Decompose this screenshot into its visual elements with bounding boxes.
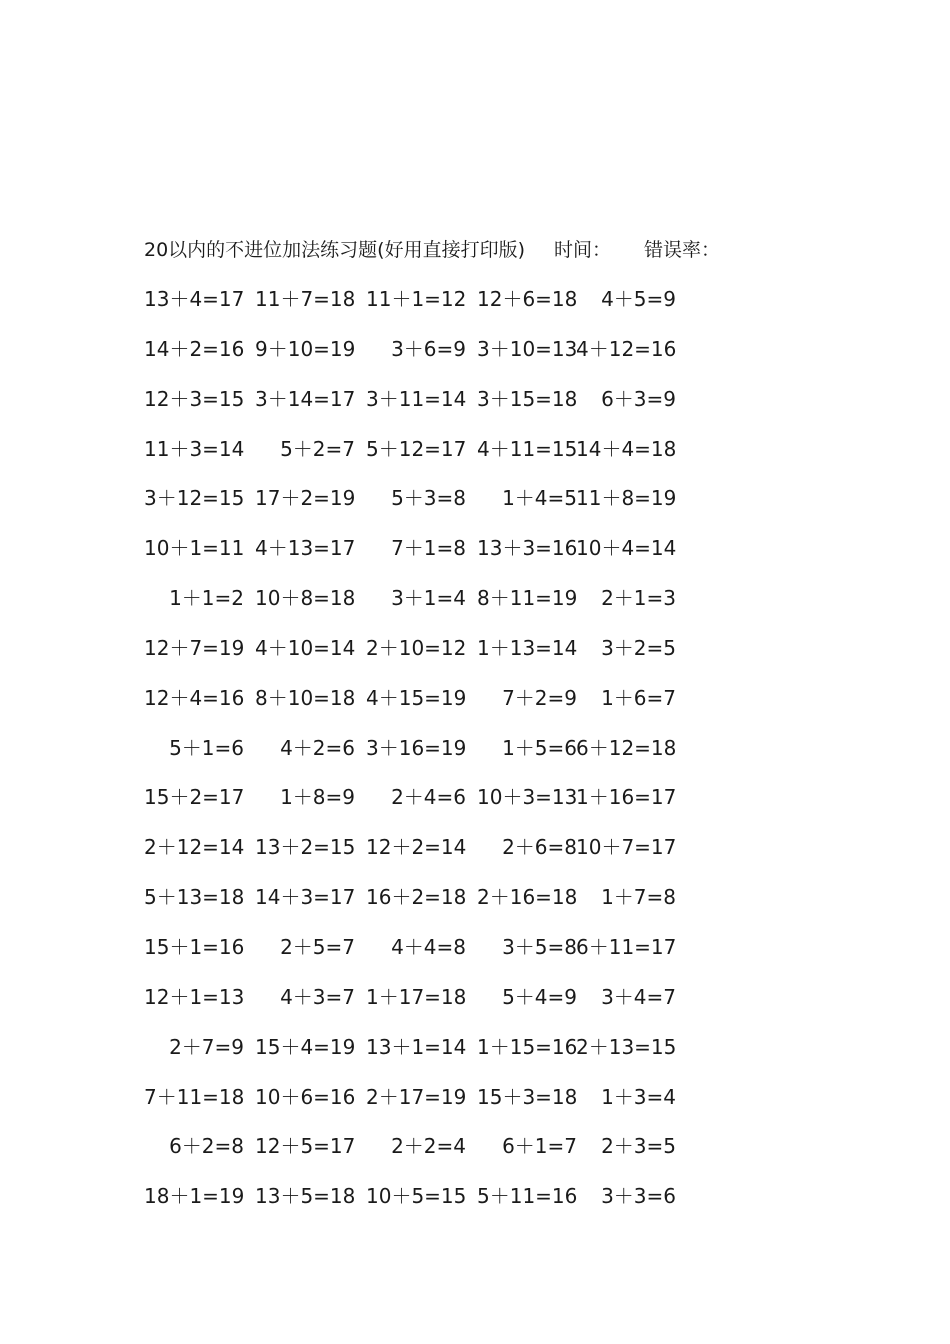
problem-item: 12＋6=18 bbox=[477, 287, 578, 311]
problem-item: 10＋7=17 bbox=[576, 835, 677, 860]
problem-item: 8＋10=18 bbox=[255, 685, 356, 710]
problem-item: 2＋1=3 bbox=[601, 586, 676, 611]
problem-item: 4＋10=14 bbox=[255, 635, 356, 660]
problem-item: 1＋4=5 bbox=[502, 486, 577, 511]
problem-item: 2＋12=14 bbox=[144, 835, 245, 860]
problem-row bbox=[144, 284, 688, 334]
problem-item: 10＋6=16 bbox=[255, 1084, 356, 1109]
problem-item: 4＋11=15 bbox=[477, 436, 578, 461]
problem-item: 6＋11=17 bbox=[576, 934, 677, 959]
problem-item: 2＋17=19 bbox=[366, 1084, 467, 1109]
problem-item: 1＋3=4 bbox=[601, 1084, 676, 1109]
problem-item: 14＋4=18 bbox=[576, 436, 677, 461]
problem-item: 3＋6=9 bbox=[391, 336, 466, 361]
problem-item: 14＋2=16 bbox=[144, 336, 245, 361]
time-label: 时间： bbox=[554, 239, 612, 261]
problem-item: 2＋6=8 bbox=[502, 835, 577, 860]
problem-grid bbox=[144, 284, 688, 1231]
problem-item: 18＋1=19 bbox=[144, 1184, 245, 1209]
problem-row bbox=[144, 932, 688, 982]
problem-row bbox=[144, 1082, 688, 1132]
problem-item: 11＋1=12 bbox=[366, 287, 467, 311]
problem-item: 10＋5=15 bbox=[366, 1184, 467, 1209]
problem-row bbox=[144, 434, 688, 484]
problem-row bbox=[144, 633, 688, 683]
problem-item: 7＋1=8 bbox=[391, 536, 466, 561]
problem-item: 6＋1=7 bbox=[502, 1134, 577, 1159]
problem-row bbox=[148, 733, 688, 783]
problem-item: 1＋8=9 bbox=[280, 785, 355, 810]
problem-item: 2＋4=6 bbox=[391, 785, 466, 810]
worksheet-title: 20以内的不进位加法练习题(好用直接打印版) bbox=[144, 239, 526, 261]
problem-item: 12＋3=15 bbox=[144, 386, 245, 411]
problem-item: 13＋4=17 bbox=[144, 287, 245, 311]
problem-item: 5＋13=18 bbox=[144, 885, 245, 910]
problem-item: 4＋12=16 bbox=[576, 336, 677, 361]
problem-row bbox=[144, 1181, 688, 1231]
problem-item: 11＋3=14 bbox=[144, 436, 245, 461]
problem-row bbox=[148, 1032, 688, 1082]
problem-item: 1＋7=8 bbox=[601, 885, 676, 910]
problem-item: 6＋3=9 bbox=[601, 386, 676, 411]
problem-item: 12＋1=13 bbox=[144, 984, 245, 1009]
problem-item: 4＋5=9 bbox=[601, 287, 676, 311]
problem-item: 13＋2=15 bbox=[255, 835, 356, 860]
problem-item: 5＋12=17 bbox=[366, 436, 467, 461]
problem-row bbox=[144, 533, 688, 583]
problem-item: 6＋12=18 bbox=[576, 735, 677, 760]
problem-item: 12＋2=14 bbox=[366, 835, 467, 860]
problem-row bbox=[144, 683, 688, 733]
problem-item: 4＋15=19 bbox=[366, 685, 467, 710]
problem-row bbox=[144, 882, 688, 932]
problem-item: 1＋5=6 bbox=[502, 735, 577, 760]
problem-item: 1＋6=7 bbox=[601, 685, 676, 710]
problem-item: 2＋3=5 bbox=[601, 1134, 676, 1159]
problem-item: 7＋11=18 bbox=[144, 1084, 245, 1109]
problem-item: 3＋5=8 bbox=[502, 934, 577, 959]
problem-item: 3＋15=18 bbox=[477, 386, 578, 411]
problem-item: 2＋16=18 bbox=[477, 885, 578, 910]
problem-item: 4＋2=6 bbox=[280, 735, 355, 760]
problem-item: 3＋10=13 bbox=[477, 336, 578, 361]
problem-item: 13＋5=18 bbox=[255, 1184, 356, 1209]
problem-item: 9＋10=19 bbox=[255, 336, 356, 361]
problem-item: 3＋1=4 bbox=[391, 586, 466, 611]
problem-item: 15＋2=17 bbox=[144, 785, 245, 810]
problem-item: 15＋4=19 bbox=[255, 1034, 356, 1059]
problem-item: 12＋4=16 bbox=[144, 685, 245, 710]
problem-item: 10＋8=18 bbox=[255, 586, 356, 611]
problem-item: 12＋7=19 bbox=[144, 635, 245, 660]
problem-item: 6＋2=8 bbox=[169, 1134, 244, 1159]
problem-item: 14＋3=17 bbox=[255, 885, 356, 910]
problem-item: 12＋5=17 bbox=[255, 1134, 356, 1159]
problem-item: 11＋8=19 bbox=[576, 486, 677, 511]
problem-item: 4＋3=7 bbox=[280, 984, 355, 1009]
problem-row bbox=[144, 782, 688, 832]
problem-item: 2＋2=4 bbox=[391, 1134, 466, 1159]
problem-item: 10＋1=11 bbox=[144, 536, 245, 561]
error-rate-label: 错误率： bbox=[644, 239, 721, 261]
problem-item: 4＋4=8 bbox=[391, 934, 466, 959]
problem-item: 15＋1=16 bbox=[144, 934, 245, 959]
problem-item: 2＋5=7 bbox=[280, 934, 355, 959]
problem-item: 1＋13=14 bbox=[477, 635, 578, 660]
problem-row bbox=[144, 483, 688, 533]
problem-item: 1＋1=2 bbox=[169, 586, 244, 611]
problem-item: 10＋4=14 bbox=[576, 536, 677, 561]
problem-item: 2＋10=12 bbox=[366, 635, 467, 660]
problem-row bbox=[144, 832, 688, 882]
problem-item: 11＋7=18 bbox=[255, 287, 356, 311]
problem-item: 3＋2=5 bbox=[601, 635, 676, 660]
problem-item: 3＋11=14 bbox=[366, 386, 467, 411]
problem-item: 10＋3=13 bbox=[477, 785, 578, 810]
problem-item: 1＋16=17 bbox=[576, 785, 677, 810]
problem-item: 8＋11=19 bbox=[477, 586, 578, 611]
problem-item: 3＋16=19 bbox=[366, 735, 467, 760]
problem-item: 2＋13=15 bbox=[576, 1034, 677, 1059]
problem-row bbox=[148, 1131, 688, 1181]
problem-item: 13＋3=16 bbox=[477, 536, 578, 561]
problem-item: 5＋11=16 bbox=[477, 1184, 578, 1209]
problem-item: 15＋3=18 bbox=[477, 1084, 578, 1109]
problem-item: 1＋15=16 bbox=[477, 1034, 578, 1059]
problem-row bbox=[144, 982, 688, 1032]
problem-item: 3＋12=15 bbox=[144, 486, 245, 511]
problem-item: 2＋7=9 bbox=[169, 1034, 244, 1059]
problem-item: 17＋2=19 bbox=[255, 486, 356, 511]
problem-row bbox=[144, 334, 688, 384]
problem-item: 5＋1=6 bbox=[169, 735, 244, 760]
problem-item: 7＋2=9 bbox=[502, 685, 577, 710]
problem-item: 1＋17=18 bbox=[366, 984, 467, 1009]
problem-item: 3＋14=17 bbox=[255, 386, 356, 411]
problem-item: 3＋3=6 bbox=[601, 1184, 676, 1209]
problem-item: 13＋1=14 bbox=[366, 1034, 467, 1059]
problem-item: 3＋4=7 bbox=[601, 984, 676, 1009]
problem-item: 16＋2=18 bbox=[366, 885, 467, 910]
problem-row bbox=[144, 384, 688, 434]
problem-item: 5＋2=7 bbox=[280, 436, 355, 461]
problem-item: 4＋13=17 bbox=[255, 536, 356, 561]
problem-item: 5＋4=9 bbox=[502, 984, 577, 1009]
problem-item: 5＋3=8 bbox=[391, 486, 466, 511]
problem-row bbox=[148, 583, 688, 633]
